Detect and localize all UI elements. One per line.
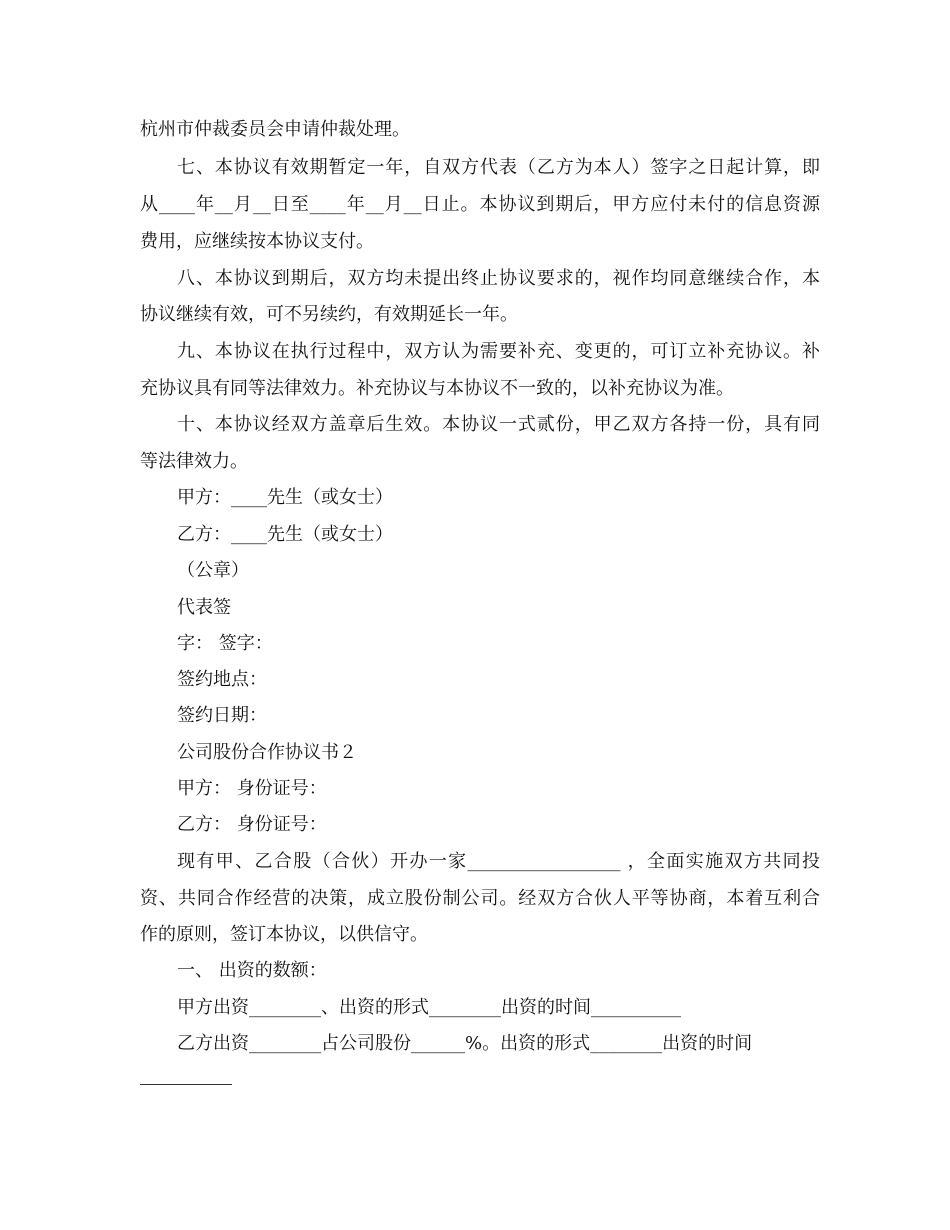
party-b-signature-line: 乙方：____先生（或女士） [177, 524, 393, 545]
party-b-contribution-line: 乙方出资________占公司股份______%。出资的形式________出资的时间 [177, 1033, 753, 1054]
representative-sign-label: 代表签 [177, 597, 231, 618]
paragraph-line: 协议继续有效，可不另续约，有效期延长一年。 [140, 304, 518, 325]
paragraph-line: 充协议具有同等法律效力。补充协议与本协议不一致的，以补充协议为准。 [140, 378, 734, 399]
paragraph-line: 资、共同合作经营的决策，成立股份制公司。经双方合伙人平等协商，本着互利合 [140, 888, 820, 909]
paragraph-line: 十、本协议经双方盖章后生效。本协议一式贰份，甲乙双方各持一份，具有同 [177, 414, 820, 435]
seal-label: （公章） [177, 560, 249, 581]
fill-in-blank-line [140, 1084, 232, 1085]
party-a-signature-line: 甲方：____先生（或女士） [177, 487, 393, 508]
paragraph-line: 等法律效力。 [140, 451, 248, 472]
party-b-id-line: 乙方： 身份证号： [177, 814, 327, 835]
paragraph-line: 杭州市仲裁委员会申请仲裁处理。 [140, 119, 410, 140]
signing-place-label: 签约地点： [177, 669, 267, 690]
paragraph-line: 七、本协议有效期暂定一年，自双方代表（乙方为本人）签字之日起计算，即 [177, 157, 820, 178]
paragraph-line: 作的原则，签订本协议，以供信守。 [140, 924, 428, 945]
paragraph-line: 八、本协议到期后，双方均未提出终止协议要求的，视作均同意继续合作，本 [177, 268, 820, 289]
signing-date-label: 签约日期： [177, 705, 267, 726]
party-a-id-line: 甲方： 身份证号： [177, 778, 327, 799]
paragraph-line: 现有甲、乙合股（合伙）开办一家_________________ ，全面实施双方共同投 [177, 851, 820, 872]
paragraph-line: 从____年__月__日至____年__月__日止。本协议到期后，甲方应付未付的信息资源 [140, 194, 820, 215]
paragraph-line: 九、本协议在执行过程中，双方认为需要补充、变更的，可订立补充协议。补 [177, 341, 820, 362]
sign-label: 字： 签字： [177, 633, 273, 654]
party-a-contribution-line: 甲方出资________、出资的形式________出资的时间__________ [177, 997, 681, 1018]
paragraph-line: 费用，应继续按本协议支付。 [140, 231, 374, 252]
clause-heading: 一、 出资的数额： [177, 960, 327, 981]
section-title: 公司股份合作协议书２ [177, 742, 357, 763]
